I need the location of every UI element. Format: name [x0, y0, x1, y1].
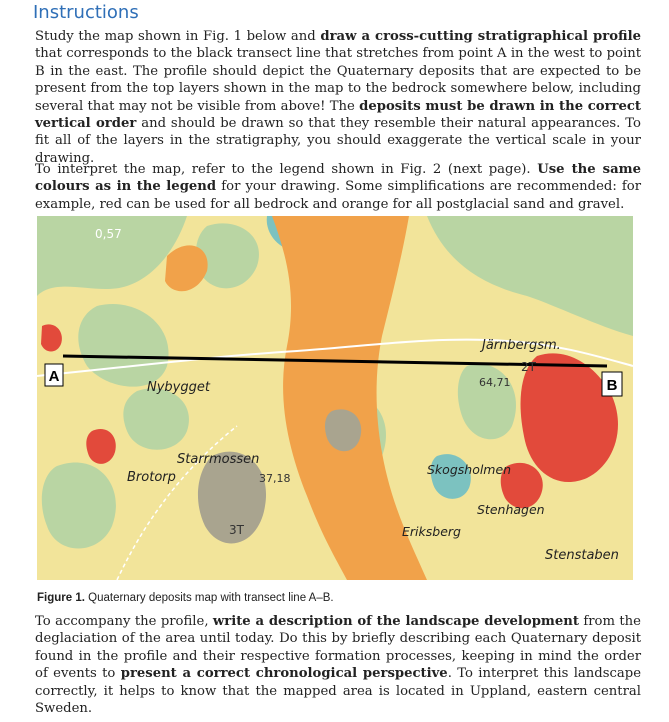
label-skogsholmen: Skogsholmen	[427, 462, 512, 477]
p1-text-1: Study the map shown in Fig. 1 below and	[35, 29, 321, 44]
label-jarnbergsm: Järnbergsm.	[482, 338, 561, 353]
p2-text-1: To interpret the map, refer to the legend shown in Fig. 2 (next page).	[35, 162, 538, 177]
map-svg	[37, 216, 633, 580]
p1-bold-2: deposits must be drawn in the correct vertical order	[35, 98, 641, 132]
p3-bold-1: write a description of the landscape development	[212, 614, 579, 629]
p3-text-2: from the deglaciation of the area until today. Do this by briefly describing each Quaternary deposit found in the profile and their respective formation processes, keeping in mind the order of events to	[35, 614, 641, 682]
p3-text-3: . To interpret this landscape correctly, it helps to know that the mapped area is located in Uppland, eastern central Sweden.	[35, 666, 641, 717]
p1-text-2: that corresponds to the black transect line that stretches from point A in the west to point B in the east. The profile should depict the Quaternary deposits that are expected to be present from the top layers shown in the map to the bedrock somewhere below, including several that may not be visible from above! The	[35, 46, 641, 114]
p3-text-1: To accompany the profile,	[35, 614, 213, 629]
label-n6471: 64,71	[479, 376, 511, 389]
paragraph-profile-task	[35, 28, 641, 167]
label-stenhagen: Stenhagen	[477, 502, 545, 517]
instructions-heading: Instructions	[33, 2, 139, 23]
p1-bold-1: draw a cross-cutting stratigraphical profile	[320, 29, 641, 44]
p3-bold-2: present a correct chronological perspective	[120, 666, 448, 682]
caption-label: Figure 1.	[37, 592, 85, 604]
paragraph-map-interpretation	[35, 161, 641, 213]
label-nybygget: Nybygget	[147, 380, 210, 395]
figure-caption	[37, 592, 334, 604]
point-a-label: A	[48, 368, 60, 385]
label-stenstaben: Stenstaben	[545, 548, 619, 563]
label-brotorp: Brotorp	[127, 470, 176, 485]
bedrock-area-w	[86, 429, 115, 464]
paragraph-description-task	[35, 613, 641, 717]
label-n3t: 3T	[229, 523, 244, 537]
label-n05: 0,57	[95, 227, 122, 241]
p2-bold-1: Use the same colours as in the legend	[35, 162, 641, 195]
point-b-label: B	[606, 377, 618, 394]
label-eriksberg: Eriksberg	[402, 524, 461, 539]
label-n2t: 2T	[521, 360, 536, 374]
caption-text: Quaternary deposits map with transect line A–B.	[84, 592, 334, 604]
quaternary-deposits-map	[37, 216, 633, 580]
label-n3718: 37,18	[259, 472, 291, 485]
till-area-s	[42, 462, 116, 548]
label-starrmossen: Starrmossen	[177, 452, 260, 467]
p1-text-3: and should be drawn so that they resemble their natural appearances. To fit all of the layers in the stratigraphy, you should exaggerate the vertical scale in your drawing.	[35, 116, 641, 166]
p2-text-2: for your drawing. Some simplifications are recommended: for example, red can be used for all bedrock and orange for all postglacial sand and gravel.	[35, 179, 641, 212]
